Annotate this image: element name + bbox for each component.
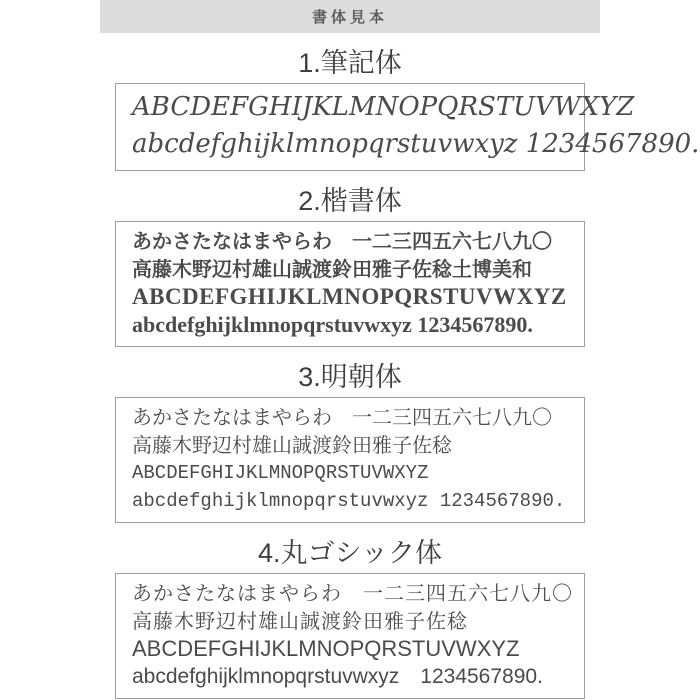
page-title: 書体見本	[311, 9, 388, 26]
font-section-mincho	[0, 360, 700, 523]
sample-line: 高藤木野辺村雄山誠渡鈴田雅子佐稔	[132, 433, 452, 457]
sample-box	[115, 397, 585, 523]
sample-line: あかさたなはまやらわ 一二三四五六七八九〇	[132, 405, 552, 429]
sample-line: ABCDEFGHIJKLMNOPQRSTUVWXYZ	[132, 92, 635, 122]
section-heading: 1.筆記体	[298, 48, 402, 78]
sample-line: abcdefghijklmnopqrstuvwxyz 1234567890.	[132, 665, 543, 688]
sample-line: あかさたなはまやらわ 一二三四五六七八九〇	[132, 581, 573, 605]
section-heading: 3.明朝体	[298, 362, 402, 392]
sample-line: ABCDEFGHIJKLMNOPQRSTUVWXYZ	[132, 462, 429, 484]
sample-line: 高藤木野辺村雄山誠渡鈴田雅子佐稔土博美和	[132, 257, 532, 281]
sample-line: あかさたなはまやらわ 一二三四五六七八九〇	[132, 229, 552, 253]
font-section-marugothic	[0, 536, 700, 699]
sample-line: 高藤木野辺村雄山誠渡鈴田雅子佐稔	[132, 609, 468, 633]
sample-box	[115, 573, 585, 699]
sample-line: abcdefghijklmnopqrstuvwxyz 1234567890.	[132, 312, 533, 337]
section-heading: 2.楷書体	[298, 186, 402, 216]
sample-box	[115, 221, 585, 347]
sample-line: abcdefghijklmnopqrstuvwxyz 1234567890.	[132, 129, 700, 159]
sample-line: ABCDEFGHIJKLMNOPQRSTUVWXYZ	[132, 284, 567, 309]
font-section-script	[0, 46, 700, 171]
font-section-kaisho	[0, 184, 700, 347]
sample-line: ABCDEFGHIJKLMNOPQRSTUVWXYZ	[132, 636, 520, 661]
section-heading: 4.丸ゴシック体	[258, 538, 442, 568]
sample-line: abcdefghijklmnopqrstuvwxyz 1234567890.	[132, 490, 566, 512]
header-bar	[100, 0, 600, 33]
sample-box	[115, 83, 700, 171]
